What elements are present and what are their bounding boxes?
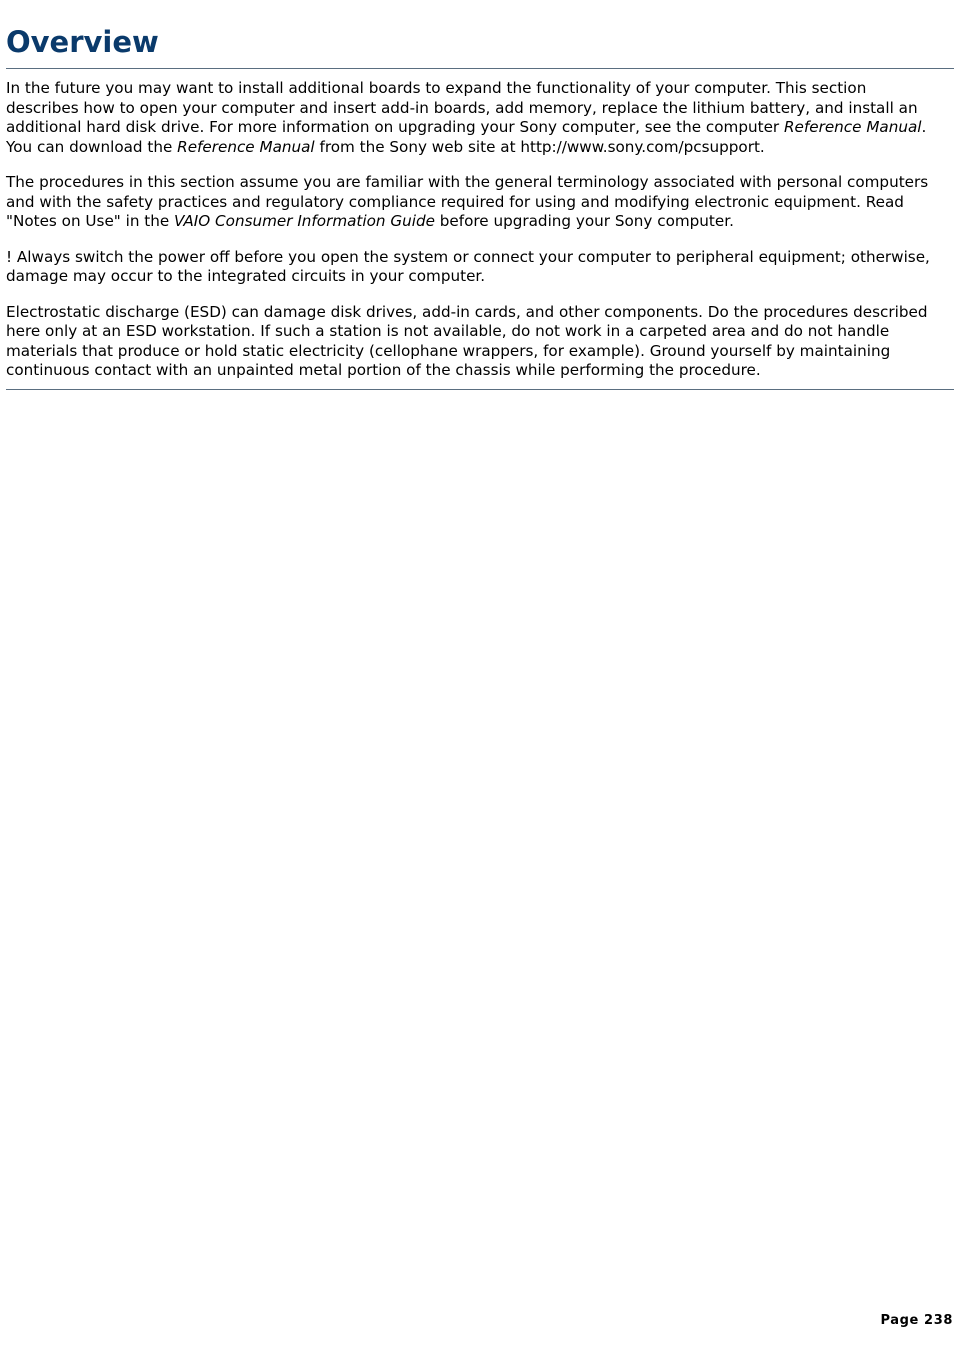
page-number: Page 238 xyxy=(880,1313,953,1328)
intro-paragraph xyxy=(6,79,942,157)
assumptions-text-2: before upgrading your Sony computer. xyxy=(434,212,734,230)
reference-manual-title-2: Reference Manual xyxy=(177,137,315,156)
vaio-guide-title: VAIO Consumer Information Guide xyxy=(174,212,435,230)
assumptions-paragraph xyxy=(6,173,942,232)
assumptions-text-1: The procedures in this section assume you are familiar with the general terminology associated with personal computers and with the safety practices and regulatory compliance required for using and modifying electronic equipment. Read "Notes on Use" in the xyxy=(6,173,929,230)
power-warning-paragraph: ! Always switch the power off before you open the system or connect your computer to peripheral equipment; otherwise, damage may occur to the integrated circuits in your computer. xyxy=(6,247,930,285)
intro-text-3: from the Sony web site at http://www.sony.com/pcsupport. xyxy=(314,137,765,156)
esd-paragraph: Electrostatic discharge (ESD) can damage disk drives, add-in cards, and other components. Do the procedures described here only at an ESD workstation. If such a station is not available, do not work in a carpeted area and do not handle materials that produce or hold static electricity (cellophane wrappers, for example). Ground yourself by maintaining continuous contact with an unpainted metal portion of the chassis while performing the procedure. xyxy=(6,302,928,379)
reference-manual-title: Reference Manual xyxy=(784,118,922,136)
page-title: Overview xyxy=(6,25,159,59)
content-bottom-divider xyxy=(6,389,954,390)
intro-text-1: In the future you may want to install additional boards to expand the functionality of your computer. This section describes how to open your computer and insert add-in boards, add memory, replace the lithium battery, and install an additional hard disk drive. For more information on upgrading your Sony computer, see the computer xyxy=(6,79,918,136)
document-body xyxy=(6,69,942,381)
document-page xyxy=(6,0,954,390)
intro-text-2: . You can download the xyxy=(6,118,927,156)
